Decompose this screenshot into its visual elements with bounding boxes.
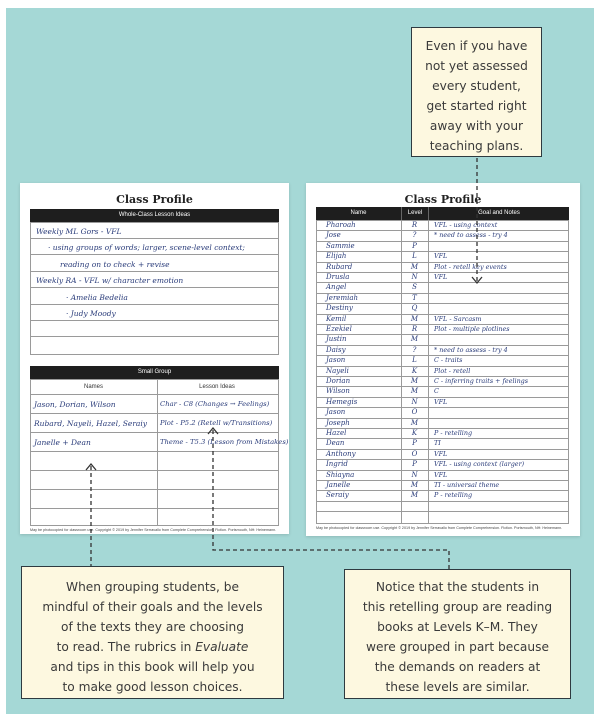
reading-level-cell: M <box>410 314 419 323</box>
copyright-footer: May be photocopied for classroom use. Copyright © 2019 by Jennifer Serravallo from Complete Comprehension. Fiction. Portsmouth, NH: Heinemann. <box>316 526 563 530</box>
callout-grouping <box>21 566 284 699</box>
callout-line: mindful of their goals and the levels <box>42 600 263 614</box>
group-names-cell: Janelle + Dean <box>34 438 91 447</box>
callout-line: this retelling group are reading <box>362 600 553 614</box>
goal-notes-cell: VFL <box>434 397 448 406</box>
goal-notes-cell: Plot - retell key events <box>434 262 507 271</box>
column-header-names: Names <box>83 384 103 390</box>
student-name-cell: Shiayna <box>326 470 355 479</box>
lesson-idea-line: reading on to check + revise <box>60 259 170 269</box>
student-name-cell: Jose <box>326 231 341 240</box>
student-name-cell: Anthony <box>326 449 356 458</box>
reading-level-cell: M <box>410 377 419 385</box>
reading-level-cell: ? <box>412 345 417 354</box>
goal-notes-cell: VFL <box>434 470 448 479</box>
lesson-idea-line: · Judy Moody <box>66 309 116 318</box>
student-name-cell: Ingrid <box>326 460 348 469</box>
goal-notes-cell: P - retelling <box>434 491 473 500</box>
callout-line: the demands on readers at <box>374 660 541 674</box>
student-name-cell: Dorian <box>326 377 351 385</box>
reading-level-cell: P <box>412 460 417 469</box>
student-name-cell: Elijah <box>326 252 347 261</box>
lesson-idea-line: · using groups of words; larger, scene-level context; <box>48 243 245 253</box>
goal-notes-cell: Plot - multiple plotlines <box>434 325 510 333</box>
callout-line: not yet assessed <box>425 59 528 73</box>
student-name-cell: Angel <box>326 283 347 292</box>
goal-notes-cell: VFL <box>434 252 448 261</box>
callout-emphasis: Evaluate <box>195 640 249 654</box>
student-name-cell: Ezekiel <box>326 325 352 333</box>
small-group-header: Small Group <box>30 366 279 379</box>
reading-level-cell: M <box>410 418 419 427</box>
callout-line: teaching plans. <box>429 139 524 153</box>
sheet-title: Class Profile <box>404 193 482 206</box>
student-name-cell: Hazel <box>326 429 347 437</box>
student-name-cell: Hemegis <box>326 397 358 406</box>
goal-notes-cell: VFL <box>434 449 448 458</box>
callout-retelling-group <box>344 569 571 699</box>
callout-line: to make good lesson choices. <box>62 680 243 694</box>
group-names-cell: Rubard, Nayeli, Hazel, Seraiy <box>34 419 148 428</box>
callout-line: these levels are similar. <box>385 680 530 694</box>
student-name-cell: Kemil <box>326 314 347 323</box>
callout-line: Notice that the students in <box>375 580 540 594</box>
callout-line: When grouping students, be <box>66 580 239 594</box>
reading-level-cell: R <box>411 325 418 333</box>
group-names-cell: Jason, Dorian, Wilson <box>34 400 116 409</box>
reading-level-cell: K <box>411 429 418 437</box>
callout-line: and tips in this book will help you <box>50 660 255 674</box>
student-name-cell: Dean <box>326 439 345 448</box>
student-name-cell: Seraiy <box>326 491 349 500</box>
lesson-idea-line: Weekly ML Gors - VFL <box>36 227 122 236</box>
goal-notes-cell: VFL - using context (larger) <box>434 460 525 469</box>
goal-notes-cell: TI - universal theme <box>434 481 500 489</box>
goal-notes-cell: VFL <box>434 273 448 281</box>
goal-notes-cell: P - retelling <box>434 429 473 437</box>
student-name-cell: Pharoah <box>326 221 356 229</box>
goal-notes-cell: VFL - Sarcasm <box>434 314 482 323</box>
whole-class-header: Whole-Class Lesson Ideas <box>30 209 279 222</box>
student-name-cell: Joseph <box>326 418 350 427</box>
reading-level-cell: M <box>410 481 419 489</box>
callout-text: to read. The rubrics in <box>56 640 192 654</box>
reading-level-cell: M <box>410 491 419 500</box>
reading-level-cell: ? <box>412 231 417 240</box>
lesson-idea-cell: Theme - T5.3 (Lesson from Mistakes) <box>160 438 289 446</box>
reading-level-cell: N <box>411 397 418 406</box>
reading-level-cell: P <box>412 241 417 250</box>
callout-line: of the texts they are choosing <box>61 620 244 634</box>
reading-level-cell: N <box>411 470 418 479</box>
student-name-cell: Daisy <box>326 345 346 354</box>
callout-line: get started right <box>426 99 527 113</box>
reading-level-cell: K <box>411 366 418 375</box>
callout-line: Even if you have <box>425 39 528 53</box>
goal-notes-cell: C - inferring traits + feelings <box>434 377 529 385</box>
reading-level-cell: M <box>410 387 419 396</box>
goal-notes-cell: * need to assess - try 4 <box>434 231 508 240</box>
reading-level-cell: L <box>412 356 417 365</box>
lesson-idea-cell: Char - C8 (Changes → Feelings) <box>160 400 270 408</box>
reading-level-cell: O <box>411 408 418 417</box>
student-name-cell: Jason <box>326 356 346 365</box>
student-name-cell: Drusla <box>326 273 350 281</box>
student-name-cell: Destiny <box>326 304 353 313</box>
goal-notes-cell: C - traits <box>434 356 463 365</box>
student-name-cell: Rubard <box>326 262 353 271</box>
student-name-cell: Sammie <box>326 241 355 250</box>
lesson-idea-line: · Amelia Bedelia <box>66 292 128 302</box>
lesson-idea-line: Weekly RA - VFL w/ character emotion <box>36 276 184 286</box>
reading-level-cell: R <box>411 221 418 229</box>
column-header-name: Name <box>316 207 401 220</box>
column-header-lesson-ideas: Lesson Ideas <box>199 384 235 390</box>
callout-line <box>22 637 283 657</box>
student-name-cell: Jeremiah <box>326 293 358 302</box>
reading-level-cell: S <box>412 283 417 292</box>
callout-line: were grouped in part because <box>366 640 549 654</box>
copyright-footer: May be photocopied for classroom use. Copyright © 2019 by Jennifer Serravallo from Complete Comprehension. Fiction. Portsmouth, NH: Heinemann. <box>30 528 277 532</box>
sheet-title: Class Profile <box>116 193 193 206</box>
reading-level-cell: Q <box>411 304 418 313</box>
goal-notes-cell: * need to assess - try 4 <box>434 345 508 354</box>
column-header-level: Level <box>401 207 428 220</box>
reading-level-cell: O <box>411 449 418 458</box>
column-header-goal-notes: Goal and Notes <box>428 207 569 220</box>
callout-line: books at Levels K–M. They <box>377 620 538 634</box>
goal-notes-cell: Plot - retell <box>434 366 471 375</box>
student-name-cell: Jason <box>326 408 346 417</box>
goal-notes-cell: C <box>434 387 439 396</box>
goal-notes-cell: TI <box>434 439 441 448</box>
reading-level-cell: N <box>411 273 418 281</box>
goal-notes-cell: VFL - using context <box>434 221 498 229</box>
reading-level-cell: M <box>410 262 419 271</box>
student-name-cell: Nayeli <box>326 366 349 375</box>
reading-level-cell: T <box>412 293 417 302</box>
callout-line: every student, <box>432 79 521 93</box>
reading-level-cell: M <box>410 335 419 344</box>
student-name-cell: Justin <box>326 335 347 344</box>
callout-line: away with your <box>429 119 524 133</box>
student-name-cell: Wilson <box>326 387 350 396</box>
reading-level-cell: L <box>412 252 417 261</box>
lesson-idea-cell: Plot - P5.2 (Retell w/Transitions) <box>160 419 273 427</box>
student-name-cell: Janelle <box>326 481 351 489</box>
reading-level-cell: P <box>412 439 417 448</box>
